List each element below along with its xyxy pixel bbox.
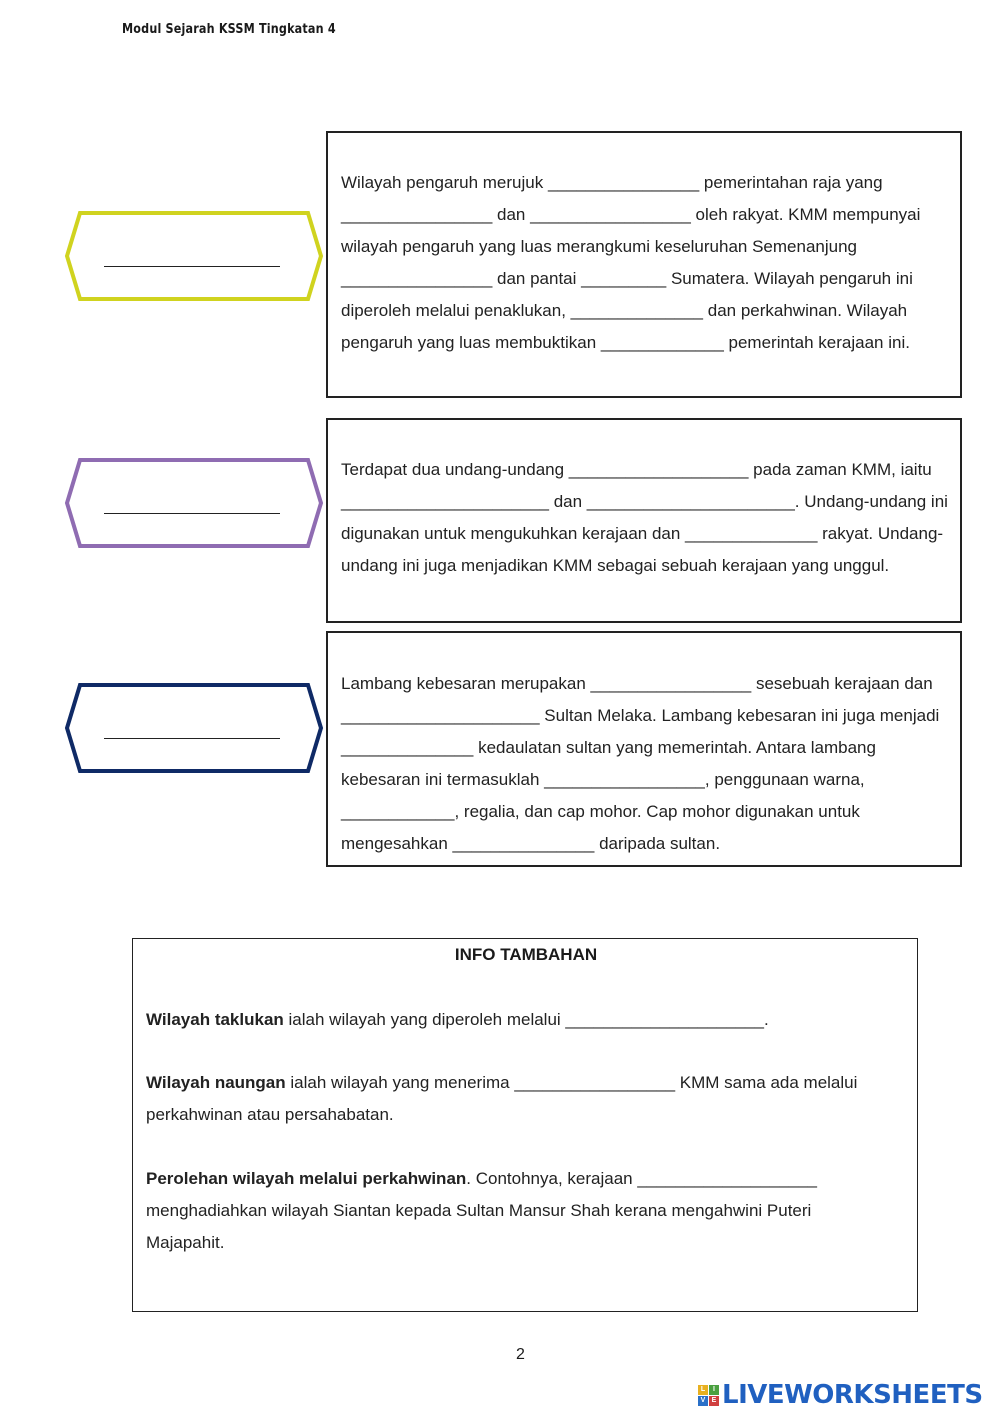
info-item-term: Wilayah taklukan bbox=[146, 1010, 284, 1029]
text-box-lambang-kebesaran bbox=[326, 631, 962, 867]
info-item-term: Wilayah naungan bbox=[146, 1073, 286, 1092]
logo-grid-cell: I bbox=[709, 1385, 719, 1395]
hexagon-blank-2[interactable] bbox=[104, 513, 280, 514]
info-item-term: Perolehan wilayah melalui perkahwinan bbox=[146, 1169, 467, 1188]
logo-grid-icon bbox=[698, 1385, 719, 1406]
hexagon-label-2 bbox=[64, 457, 324, 549]
info-item-text: ialah wilayah yang diperoleh melalui _____________________. bbox=[283, 1010, 769, 1029]
logo-grid-cell: L bbox=[698, 1385, 708, 1395]
info-title: INFO TAMBAHAN bbox=[454, 945, 598, 964]
hexagon-blank-3[interactable] bbox=[104, 738, 280, 739]
info-item-wilayah-taklukan bbox=[146, 1004, 886, 1036]
logo-wordmark: LIVEWORKSHEETS bbox=[722, 1380, 983, 1410]
hexagon-shape-3 bbox=[64, 682, 324, 774]
liveworksheets-logo[interactable] bbox=[698, 1380, 983, 1410]
logo-grid-cell: E bbox=[709, 1396, 719, 1406]
hexagon-shape-2 bbox=[64, 457, 324, 549]
info-tambahan-box bbox=[132, 938, 918, 1312]
text-box-wilayah-pengaruh bbox=[326, 131, 962, 398]
info-item-wilayah-naungan bbox=[146, 1067, 886, 1131]
document-header: Modul Sejarah KSSM Tingkatan 4 bbox=[122, 22, 336, 37]
hexagon-shape-1 bbox=[64, 210, 324, 302]
hexagon-blank-1[interactable] bbox=[104, 266, 280, 267]
hexagon-label-3 bbox=[64, 682, 324, 774]
logo-grid-cell: V bbox=[698, 1396, 708, 1406]
text-box-paragraph: Terdapat dua undang-undang ___________________ pada zaman KMM, iaitu ______________________ dan ______________________. Undang-undang ini digunakan untuk mengukuhkan kerajaan dan ______________ rakyat. Undang-undang ini juga menjadikan KMM sebagai sebuah kerajaan yang unggul. bbox=[341, 460, 948, 575]
text-box-paragraph: Wilayah pengaruh merujuk ________________ pemerintahan raja yang ________________ dan _________________ oleh rakyat. KMM mempunyai wilayah pengaruh yang luas merangkumi keseluruhan Semenanjung ________________ dan pantai _________ Sumatera. Wilayah pengaruh ini diperoleh melalui penaklukan, ______________ dan perkahwinan. Wilayah pengaruh yang luas membuktikan _____________ pemerintah kerajaan ini. bbox=[341, 173, 921, 352]
text-box-paragraph: Lambang kebesaran merupakan _________________ sesebuah kerajaan dan _____________________ Sultan Melaka. Lambang kebesaran ini juga menjadi ______________ kedaulatan sultan yang memerintah. Antara lambang kebesaran ini termasuklah _________________, penggunaan warna, ____________, regalia, dan cap mohor. Cap mohor digunakan untuk mengesahkan _______________ daripada sultan. bbox=[341, 674, 940, 853]
info-item-perkahwinan bbox=[146, 1163, 886, 1259]
info-item-text: ialah wilayah yang menerima _________________ KMM sama ada melalui perkahwinan atau persahabatan. bbox=[146, 1073, 858, 1124]
info-item-text: . Contohnya, kerajaan ___________________ menghadiahkan wilayah Siantan kepada Sultan Mansur Shah kerana mengahwini Puteri Majapahit. bbox=[146, 1169, 817, 1252]
text-box-undang-undang bbox=[326, 418, 962, 623]
hexagon-label-1 bbox=[64, 210, 324, 302]
page-number: 2 bbox=[516, 1346, 525, 1363]
